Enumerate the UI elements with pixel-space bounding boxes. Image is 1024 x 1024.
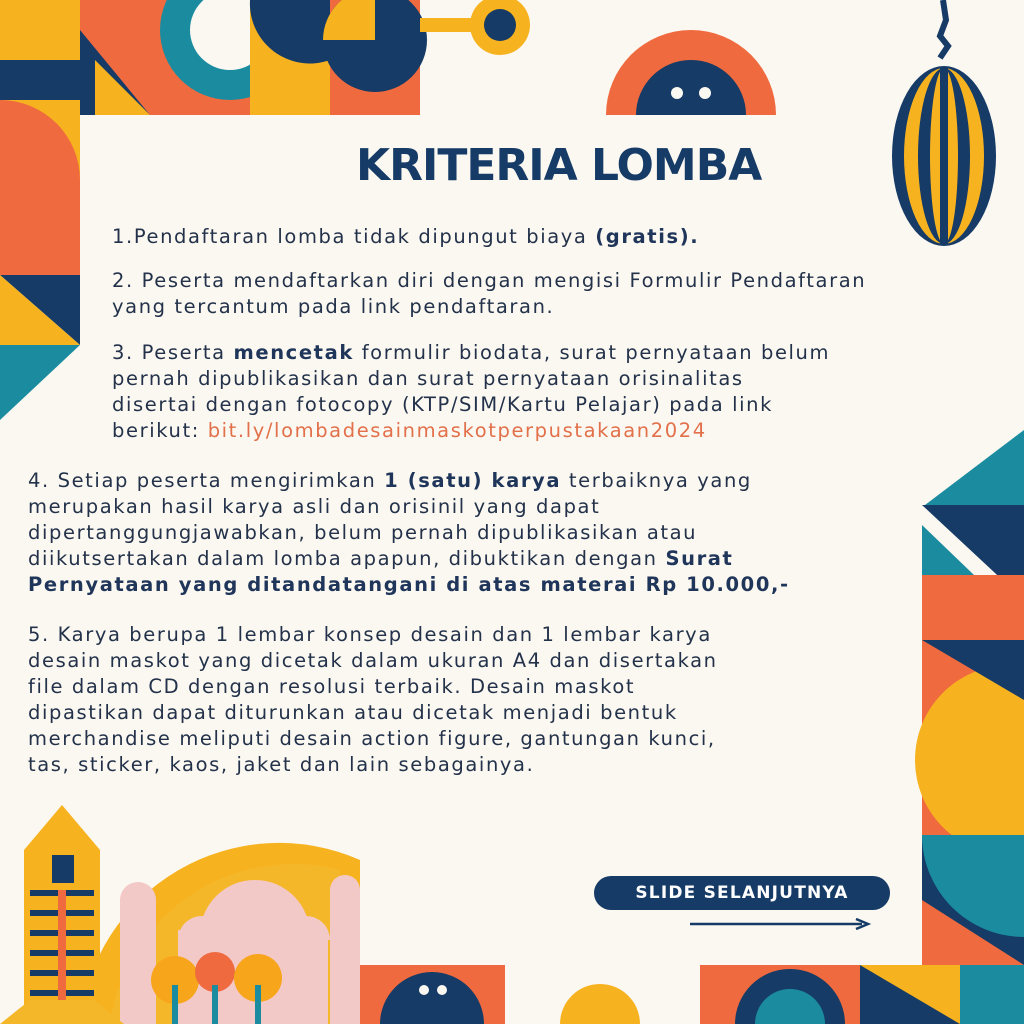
item-text: formulir biodata, surat pernyataan belum — [353, 341, 831, 364]
item-bold: (gratis). — [595, 225, 700, 248]
criteria-item-3 — [112, 340, 830, 444]
item-text: dipertanggungjawabkan, belum pernah dipublikasikan atau — [28, 521, 698, 544]
item-text: merchandise meliputi desain action figure, gantungan kunci, — [28, 727, 716, 750]
item-number: 3. — [112, 341, 142, 364]
item-text: terbaiknya yang — [561, 469, 752, 492]
bottom-right-pattern — [700, 965, 1024, 1024]
landmark-illustration — [0, 805, 360, 1024]
item-number: 4. — [28, 469, 58, 492]
item-text: Pendaftaran lomba tidak dipungut biaya — [133, 225, 596, 248]
criteria-item-4 — [28, 468, 790, 598]
criteria-item-1 — [112, 224, 699, 250]
criteria-item-2 — [112, 268, 866, 320]
item-text: Setiap peserta mengirimkan — [57, 469, 385, 492]
item-text: diikutsertakan dalam lomba apapun, dibuktikan dengan — [28, 547, 666, 570]
top-semicircle-face — [606, 30, 776, 115]
item-text: merupakan hasil karya asli dan orisinil yang dapat — [28, 495, 601, 518]
item-bold: 1 (satu) karya — [384, 469, 562, 492]
page-title: KRITERIA LOMBA — [356, 140, 762, 191]
lantern-icon — [892, 0, 996, 246]
item-text: berikut: — [112, 419, 208, 442]
next-slide-button[interactable]: SLIDE SELANJUTNYA — [594, 876, 890, 910]
item-text: disertai dengan fotocopy (KTP/SIM/Kartu Pelajar) pada link — [112, 393, 773, 416]
item-text: desain maskot yang dicetak dalam ukuran A4 dan disertakan — [28, 649, 718, 672]
item-bold: mencetak — [233, 341, 354, 364]
item-text: Peserta — [141, 341, 234, 364]
item-text: file dalam CD dengan resolusi terbaik. Desain maskot — [28, 675, 636, 698]
item-number: 2. — [112, 269, 142, 292]
criteria-item-5 — [28, 622, 718, 778]
item-text: Karya berupa 1 lembar konsep desain dan 1 lembar karya — [57, 623, 712, 646]
item-bold: Pernyataan yang ditandatangani di atas materai Rp 10.000,- — [28, 573, 790, 596]
registration-link[interactable]: bit.ly/lombadesainmaskotperpustakaan2024 — [207, 419, 707, 442]
item-text: Peserta mendaftarkan diri dengan mengisi Formulir Pendaftaran — [141, 269, 867, 292]
item-number: 1. — [112, 225, 134, 248]
item-number: 5. — [28, 623, 58, 646]
right-pattern — [915, 430, 1024, 965]
bottom-semicircle-face — [360, 965, 640, 1024]
item-text: dipastikan dapat diturunkan atau dicetak menjadi bentuk — [28, 701, 678, 724]
item-text: tas, sticker, kaos, jaket dan lain sebagainya. — [28, 753, 535, 776]
arrow-right-icon[interactable] — [690, 918, 872, 930]
item-text: pernah dipublikasikan dan surat pernyataan orisinalitas — [112, 367, 744, 390]
item-text: yang tercantum pada link pendaftaran. — [112, 295, 555, 318]
item-bold: Surat — [665, 547, 734, 570]
